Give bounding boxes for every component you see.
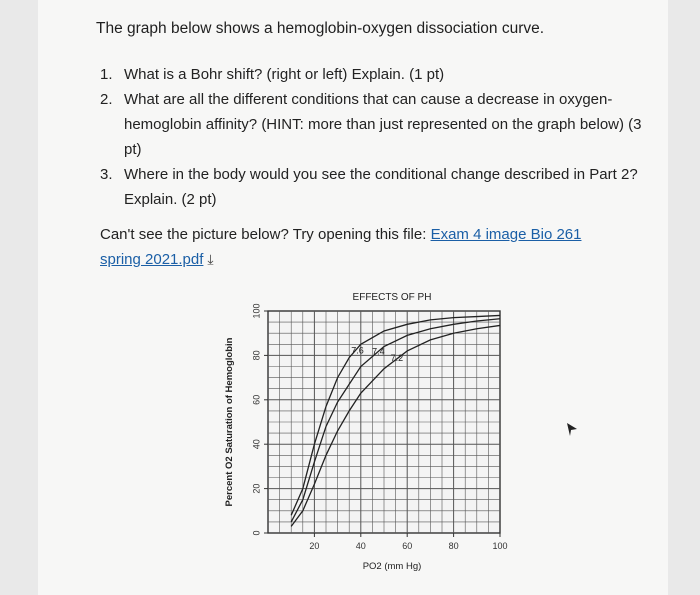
intro-text: The graph below shows a hemoglobin-oxygen dissociation curve. [96, 20, 545, 37]
y-tick-label: 100 [251, 303, 262, 319]
y-tick-label: 0 [251, 530, 262, 536]
y-tick-label: 80 [251, 350, 262, 361]
download-icon[interactable]: ⤓ [207, 251, 214, 267]
question-number: 2. [100, 91, 113, 108]
y-tick-label: 20 [251, 483, 262, 494]
question-text: What are all the different conditions that can cause a decrease in oxygen-hemoglobin affinity? (HINT: more than just represented on the graph below) (3 pt) [124, 91, 642, 158]
question-number: 1. [100, 66, 113, 83]
y-axis-label: Percent O2 Saturation of Hemoglobin [224, 337, 235, 507]
series-label: 7.2 [390, 353, 404, 364]
y-tick-label: 60 [251, 394, 262, 405]
x-axis-label: PO2 (mm Hg) [362, 561, 422, 572]
x-tick-label: 80 [448, 541, 459, 551]
x-tick-label: 20 [309, 541, 320, 551]
attachment-prompt: Can't see the picture below? Try opening this file: [100, 226, 427, 243]
x-tick-label: 40 [355, 541, 366, 551]
question-text: What is a Bohr shift? (right or left) Explain. (1 pt) [124, 66, 445, 83]
series-label: 7.6 [351, 345, 364, 356]
attachment-file-link[interactable]: Exam 4 image Bio 261 spring 2021.pdf [100, 226, 582, 268]
cursor-icon [567, 423, 577, 436]
chart-title: EFFECTS OF PH [352, 292, 432, 303]
question-number: 3. [100, 166, 113, 183]
question-text: Where in the body would you see the conditional change described in Part 2? Explain. (2 pt) [124, 166, 638, 208]
y-tick-label: 40 [251, 439, 262, 450]
x-tick-label: 100 [492, 541, 508, 551]
x-tick-label: 60 [402, 541, 413, 551]
series-label: 7.4 [372, 346, 385, 357]
